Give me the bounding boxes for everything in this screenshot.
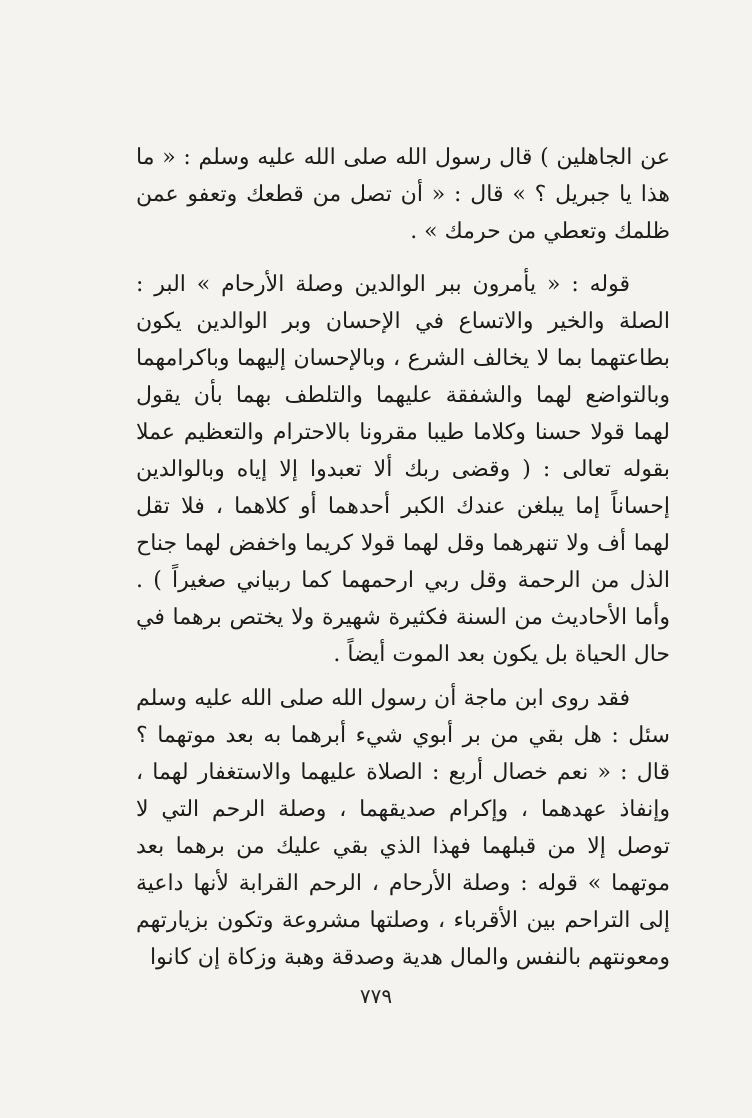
paragraph-3 (136, 680, 670, 976)
paragraph-1-text: عن الجاهلين ) قال رسول الله صلى الله عليه وسلم : « ما هذا يا جبريل ؟ » قال : « أن تصل من قطعك وتعفو عمن ظلمك وتعطي من حرمك » . (136, 145, 670, 244)
paragraph-3-text: فقد روى ابن ماجة أن رسول الله صلى الله عليه وسلم سئل : هل بقي من بر أبوي شيء أبرهما به بعد موتهما ؟ قال : « نعم خصال أربع : الصلاة عليهما والاستغفار لهما ، وإنفاذ عهدهما ، وإكرام صديقهما ، وصلة الرحم التي لا توصل إلا من قبلهما فهذا الذي بقي عليك من برهما بعد موتهما » قوله : وصلة الأرحام ، الرحم القرابة لأنها داعية إلى التراحم بين الأقرباء ، وصلتها مشروعة وتكون بزيارتهم ومعونتهم بالنفس والمال هدية وصدقة وهبة وزكاة إن كانوا (136, 686, 670, 970)
page-number: ٧٧٩ (359, 984, 393, 1008)
paragraph-1 (136, 139, 670, 250)
paragraph-2 (136, 266, 670, 673)
paragraph-2-text: قوله : « يأمرون ببر الوالدين وصلة الأرحام » البر : الصلة والخير والاتساع في الإحسان وبر الوالدين يكون بطاعتهما بما لا يخالف الشرع ، وبالإحسان إليهما وباكرامهما وبالتواضع لهما والشفقة عليهما والتلطف بهما بأن يقول لهما قولا حسنا وكلاما طيبا مقرونا بالاحترام والتعظيم عملا بقوله تعالى : ( وقضى ربك ألا تعبدوا إلا إياه وبالوالدين إحساناً إما يبلغن عندك الكبر أحدهما أو كلاهما ، فلا تقل لهما أف ولا تنهرهما وقل لهما قولا كريما واخفض لهما جناح الذل من الرحمة وقل ربي ارحمهما كما ربياني صغيراً ) . وأما الأحاديث من السنة فكثيرة شهيرة ولا يختص برهما في حال الحياة بل يكون بعد الموت أيضاً . (136, 272, 670, 667)
